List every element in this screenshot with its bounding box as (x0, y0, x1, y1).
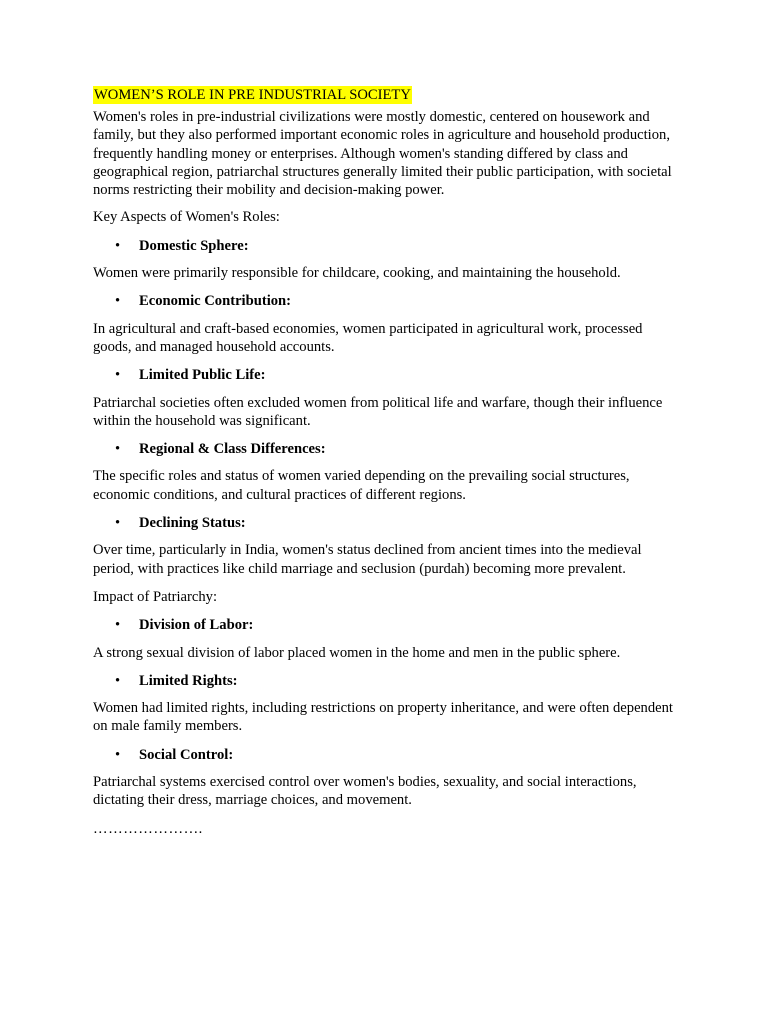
document-content (93, 86, 683, 838)
bullet-item-division-of-labor (93, 616, 683, 634)
section-heading-impact-of-patriarchy: Impact of Patriarchy: (93, 588, 217, 605)
bullet-item-limited-rights (93, 672, 683, 690)
bullet-glyph: • (115, 515, 121, 532)
bullet-item-limited-public-life (93, 366, 683, 384)
bullet-label: Declining Status: (139, 515, 246, 532)
bullet-text-division-of-labor: A strong sexual division of labor placed women in the home and men in the public sphere. (93, 644, 621, 661)
bullet-label: Social Control: (139, 746, 234, 763)
bullet-text-domestic-sphere: Women were primarily responsible for childcare, cooking, and maintaining the household. (93, 265, 621, 282)
bullet-glyph: • (115, 672, 121, 689)
document-title: WOMEN’S ROLE IN PRE INDUSTRIAL SOCIETY (94, 87, 411, 103)
bullet-item-economic-contribution (93, 292, 683, 310)
section-heading-key-aspects: Key Aspects of Women's Roles: (93, 209, 280, 226)
bullet-glyph: • (115, 617, 121, 634)
bullet-glyph: • (115, 293, 121, 310)
bullet-glyph: • (115, 441, 121, 458)
bullet-item-social-control (93, 746, 683, 764)
bullet-item-domestic-sphere (93, 237, 683, 255)
bullet-label: Domestic Sphere: (139, 237, 249, 254)
bullet-text-regional-class-differences: The specific roles and status of women varied depending on the prevailing social structures, economic conditions, and cultural practices of different regions. (93, 468, 630, 503)
bullet-label: Division of Labor: (139, 617, 254, 634)
bullet-label: Limited Public Life: (139, 367, 266, 384)
bullet-text-economic-contribution: In agricultural and craft-based economies, women participated in agricultural work, processed goods, and managed household accounts. (93, 320, 643, 355)
bullet-label: Regional & Class Differences: (139, 441, 326, 458)
bullet-item-declining-status (93, 514, 683, 532)
bullet-text-declining-status: Over time, particularly in India, women's status declined from ancient times into the medieval period, with practices like child marriage and seclusion (purdah) becoming more prevalent. (93, 542, 642, 577)
closing-dots: …………………. (93, 820, 203, 837)
bullet-item-regional-class-differences (93, 440, 683, 458)
bullet-text-limited-public-life: Patriarchal societies often excluded women from political life and warfare, though their influence within the household was significant. (93, 394, 663, 429)
bullet-label: Economic Contribution: (139, 293, 292, 310)
bullet-glyph: • (115, 367, 121, 384)
bullet-glyph: • (115, 746, 121, 763)
bullet-label: Limited Rights: (139, 672, 238, 689)
bullet-text-limited-rights: Women had limited rights, including restrictions on property inheritance, and were often dependent on male family members. (93, 700, 673, 735)
bullet-glyph: • (115, 237, 121, 254)
bullet-text-social-control: Patriarchal systems exercised control over women's bodies, sexuality, and social interactions, dictating their dress, marriage choices, and movement. (93, 774, 637, 809)
intro-paragraph: Women's roles in pre-industrial civilizations were mostly domestic, centered on housework and family, but they also performed important economic roles in agriculture and household production, frequently handling money or enterprises. Although women's standing differed by class and geographical region, patriarchal structures generally limited their public participation, with societal norms restricting their mobility and decision-making power. (93, 109, 672, 199)
